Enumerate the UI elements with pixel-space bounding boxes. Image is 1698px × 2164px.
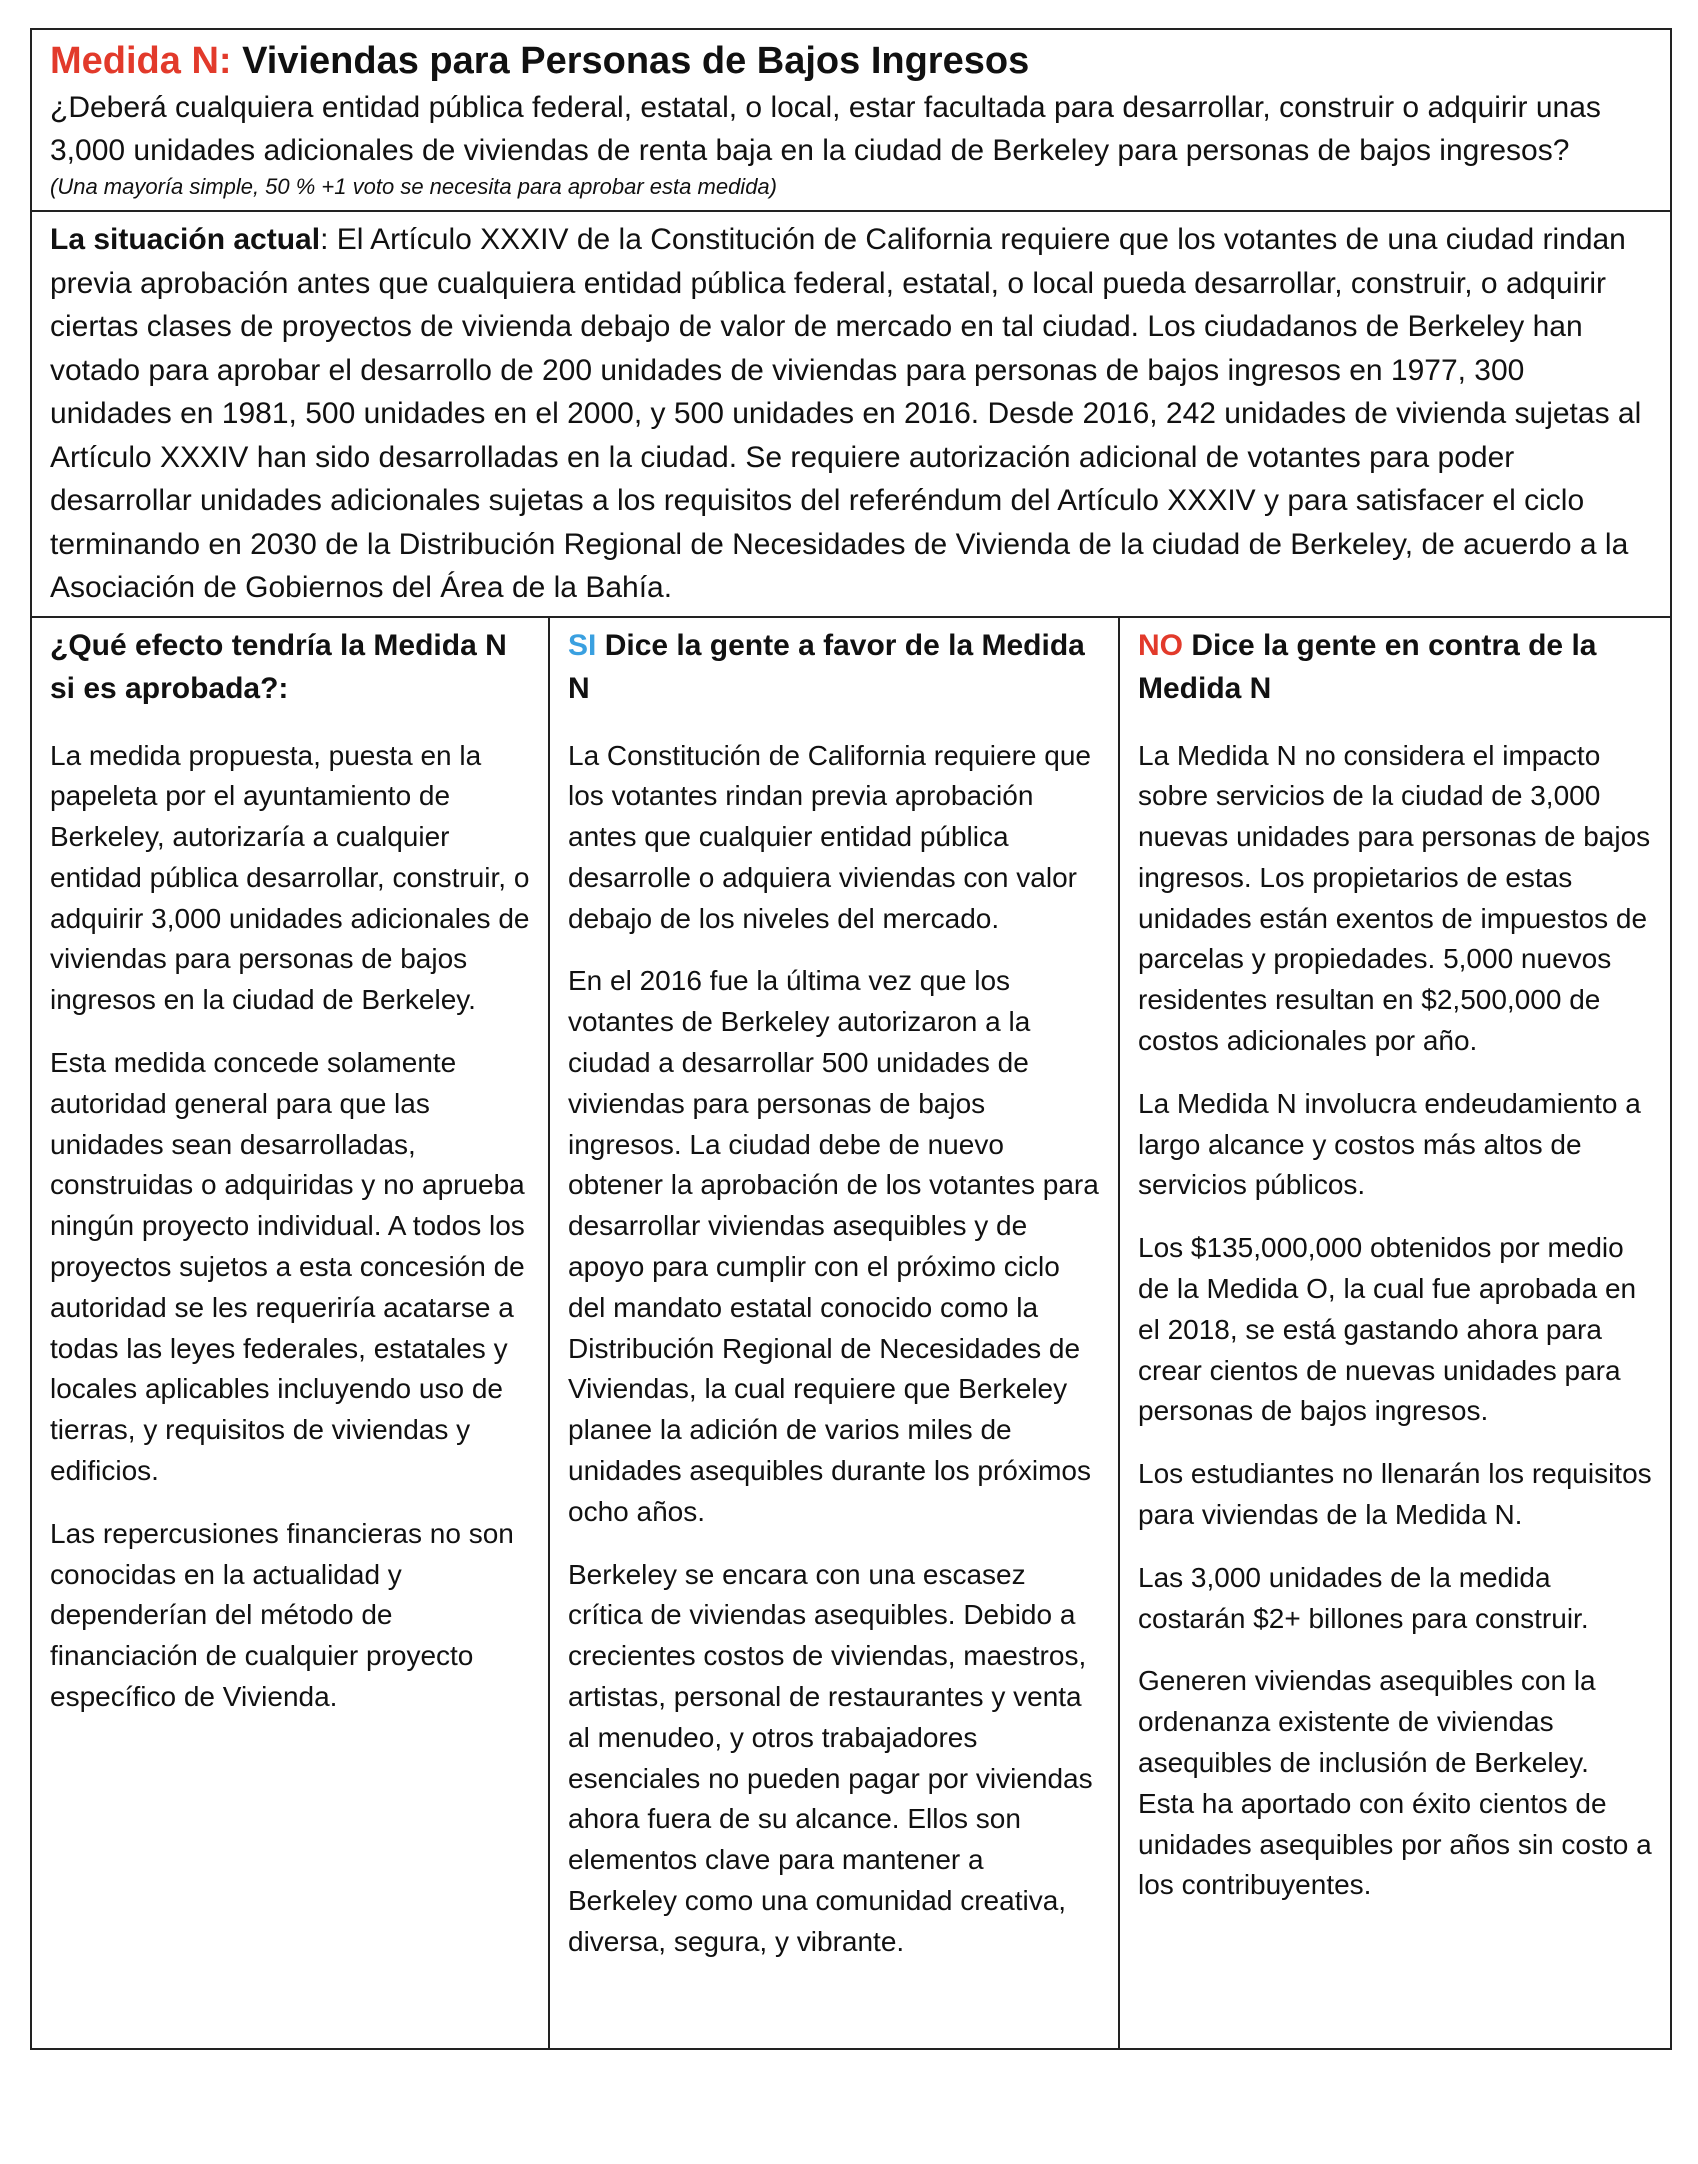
- measure-header: [32, 30, 1670, 212]
- yes-paragraph: En el 2016 fue la última vez que los votantes de Berkeley autorizaron a la ciudad a desarrollar 500 unidades de viviendas para personas de bajos ingresos. La ciudad debe de nuevo obtener la aprobación de los votantes para desarrollar viviendas asequibles y de apoyo para cumplir con el próximo ciclo del mandato estatal conocido como la Distribución Regional de Necesidades de Viviendas, la cual requiere que Berkeley planee la adición de varios miles de unidades asequibles durante los próximos ocho años.: [568, 965, 1099, 1527]
- measure-title-main: Viviendas para Personas de Bajos Ingresos: [231, 40, 1030, 82]
- yes-heading: [568, 624, 1100, 710]
- no-tag: NO: [1138, 628, 1183, 662]
- no-paragraph: Las 3,000 unidades de la medida costarán $2+ billones para construir.: [1138, 1561, 1589, 1634]
- no-paragraph: La Medida N no considera el impacto sobre servicios de la ciudad de 3,000 nuevas unidades para personas de bajos ingresos. Los propietarios de estas unidades están exentos de impuestos de parcelas y propiedades. 5,000 nuevos residentes resultan en $2,500,000 de costos adicionales por año.: [1138, 739, 1651, 1057]
- yes-paragraph: Berkeley se encara con una escasez crítica de viviendas asequibles. Debido a crecientes costos de viviendas, maestros, artistas, personal de restaurantes y venta al menudeo, y otros trabajadores esenciales no pueden pagar por viviendas ahora fuera de su alcance. Ellos son elementos clave para mantener a Berkeley como una comunidad creativa, diversa, segura, y vibrante.: [568, 1558, 1093, 1957]
- no-heading: [1138, 624, 1652, 710]
- no-paragraph: La Medida N involucra endeudamiento a largo alcance y costos más altos de servicios públicos.: [1138, 1087, 1641, 1201]
- current-situation: [32, 212, 1670, 618]
- current-situation-label: La situación actual: [50, 223, 321, 256]
- yes-heading-text: Dice la gente a favor de la Medida N: [568, 628, 1085, 705]
- measure-title: [50, 38, 1652, 84]
- approval-note: (Una mayoría simple, 50 % +1 voto se necesita para aprobar esta medida): [50, 174, 777, 199]
- measure-title-prefix: Medida N:: [50, 40, 232, 82]
- ballot-question: ¿Deberá cualquiera entidad pública federal, estatal, o local, estar facultada para desarrollar, construir o adquirir unas 3,000 unidades adicionales de viviendas de renta baja en la ciudad de Berkeley para personas de bajos ingresos?: [50, 91, 1601, 167]
- no-column: [1120, 618, 1670, 2048]
- no-paragraph: Los estudiantes no llenarán los requisitos para viviendas de la Medida N.: [1138, 1458, 1652, 1531]
- no-paragraph: Generen viviendas asequibles con la ordenanza existente de viviendas asequibles de inclusión de Berkeley. Esta ha aportado con éxito cientos de unidades asequibles por años sin costo a los contribuyentes.: [1138, 1665, 1652, 1901]
- measure-sheet: [30, 28, 1672, 2050]
- yes-tag: SI: [568, 628, 597, 662]
- current-situation-text: : El Artículo XXXIV de la Constitución de California requiere que los votantes de una ciudad rindan previa aprobación antes que cualquiera entidad pública federal, estatal, o local pueda desarrollar, construir, o adquirir ciertas clases de proyectos de vivienda debajo de valor de mercado en tal ciudad. Los ciudadanos de Berkeley han votado para aprobar el desarrollo de 200 unidades de viviendas para personas de bajos ingresos en 1977, 300 unidades en 1981, 500 unidades en el 2000, y 500 unidades en 2016. Desde 2016, 242 unidades de vivienda sujetas al Artículo XXXIV han sido desarrolladas en la ciudad. Se requiere autorización adicional de votantes para poder desarrollar unidades adicionales sujetas a los requisitos del referéndum del Artículo XXXIV y para satisfacer el ciclo terminando en 2030 de la Distribución Regional de Necesidades de Vivienda de la ciudad de Berkeley, de acuerdo a la Asociación de Gobiernos del Área de la Bahía.: [50, 223, 1642, 604]
- no-paragraph: Los $135,000,000 obtenidos por medio de la Medida O, la cual fue aprobada en el 2018, se está gastando ahora para crear cientos de nuevas unidades para personas de bajos ingresos.: [1138, 1232, 1637, 1427]
- no-heading-text: Dice la gente en contra de la Medida N: [1138, 628, 1597, 705]
- argument-columns: [32, 618, 1670, 2048]
- yes-column: [550, 618, 1120, 2048]
- current-situation-paragraph: [50, 218, 1652, 610]
- effect-column: [32, 618, 550, 2048]
- effect-heading: ¿Qué efecto tendría la Medida N si es aprobada?:: [50, 628, 507, 705]
- effect-paragraph: Las repercusiones financieras no son conocidas en la actualidad y dependerían del método de financiación de cualquier proyecto específico de Vivienda.: [50, 1517, 514, 1713]
- effect-paragraph: Esta medida concede solamente autoridad general para que las unidades sean desarrolladas, construidas o adquiridas y no aprueba ningún proyecto individual. A todos los proyectos sujetos a esta concesión de autoridad se les requeriría acatarse a todas las leyes federales, estatales y locales aplicables incluyendo uso de tierras, y requisitos de viviendas y edificios.: [50, 1047, 525, 1487]
- yes-paragraph: La Constitución de California requiere que los votantes rindan previa aprobación antes que cualquier entidad pública desarrolle o adquiera viviendas con valor debajo de los niveles del mercado.: [568, 739, 1091, 934]
- effect-paragraph: La medida propuesta, puesta en la papeleta por el ayuntamiento de Berkeley, autorizaría a cualquier entidad pública desarrollar, construir, o adquirir 3,000 unidades adicionales de viviendas para personas de bajos ingresos en la ciudad de Berkeley.: [50, 739, 530, 1016]
